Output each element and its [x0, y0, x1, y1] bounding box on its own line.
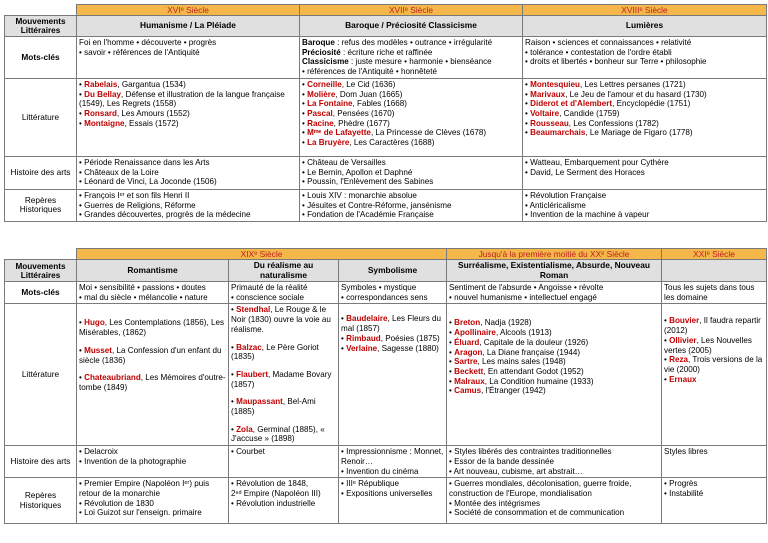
history-cell: [447, 478, 662, 524]
arts-cell: [300, 156, 523, 189]
author-name: Breton: [454, 318, 481, 328]
work-title: , Les Nouvelles vertes (2005): [664, 335, 752, 355]
author-name: Malraux: [454, 376, 485, 386]
work-entry: • Hugo, Les Contemplations (1856), Les Misérables, (1862): [79, 318, 225, 338]
cell-line: • Le Bernin, Apollon et Daphné: [302, 167, 413, 177]
author-name: Marivaux: [530, 89, 566, 99]
row-label-histoire-des-arts: Histoire des arts: [5, 446, 77, 478]
corner-blank: [5, 5, 77, 16]
author-name: Maupassant: [236, 397, 283, 407]
author-name: Montaigne: [84, 118, 125, 128]
work-entry: • Rousseau, Les Confessions (1782): [525, 118, 659, 128]
cell-line: • Watteau, Embarquement pour Cythère: [525, 157, 669, 167]
work-entry: • La Fontaine, Fables (1668): [302, 99, 407, 109]
century-header: Jusqu'à la première moitié du XXᵉ Siècle: [447, 249, 662, 260]
work-entry: • Reza, Trois versions de la vie (2000): [664, 355, 763, 374]
author-name: La Fontaine: [307, 99, 353, 109]
cell-line: • Fondation de l'Académie Française: [302, 210, 434, 220]
author-name: Beaumarchais: [530, 128, 586, 138]
history-cell: [662, 478, 767, 524]
movement-name: [662, 260, 767, 282]
arts-cell: [229, 446, 339, 478]
history-cell: [339, 478, 447, 524]
work-title: , Germinal (1885), « J'accuse » (1898): [231, 424, 325, 444]
work-entry: • Zola, Germinal (1885), « J'accuse » (1898): [231, 424, 325, 444]
work-title: , Les Contemplations (1856), Les Misérables, (1862): [79, 318, 225, 338]
literature-cell: [447, 304, 662, 446]
work-entry: • Ollivier, Les Nouvelles vertes (2005): [664, 335, 752, 355]
cell-line: • Louis XIV : monarchie absolue: [302, 190, 417, 200]
movement-name: Baroque / Préciosité Classicisme: [300, 16, 523, 37]
movement-name: Surréalisme, Existentialisme, Absurde, Nouveau Roman: [447, 260, 662, 282]
cell-line: • Loi Guizot sur l'enseign. primaire: [79, 508, 202, 518]
row-label-reperes: Repères Historiques: [5, 189, 77, 221]
keyword-heading: Classicisme: [302, 57, 349, 67]
cell-line: Styles libres: [664, 447, 708, 457]
cell-line: • conscience sociale: [231, 292, 305, 302]
arts-cell: [77, 446, 229, 478]
literature-cell: [523, 78, 767, 156]
history-cell: [77, 189, 300, 221]
author-name: Pascal: [307, 108, 333, 118]
history-cell: [77, 478, 229, 524]
keywords-cell: [77, 37, 300, 79]
keyword-text: : juste mesure • harmonie • bienséance: [348, 57, 492, 67]
literature-cell: [339, 304, 447, 446]
author-name: Baudelaire: [346, 314, 388, 324]
work-title: , Alcools (1913): [495, 328, 552, 338]
work-entry: • Molière, Dom Juan (1665): [302, 89, 403, 99]
author-name: Rabelais: [84, 79, 118, 89]
cell-line: Raison • sciences et connaissances • relativité: [525, 38, 692, 47]
author-name: Flaubert: [236, 369, 269, 379]
work-entry: • Beckett, En attendant Godot (1952): [449, 366, 584, 376]
author-name: Sartre: [454, 357, 478, 367]
work-title: , Défense et illustration de la langue française (1549), Les Regrets (1558): [79, 89, 285, 109]
keyword-text: : refus des modèles • outrance • irrégularité: [334, 38, 493, 47]
work-entry: • Beaumarchais, Le Mariage de Figaro (1778): [525, 128, 693, 138]
cell-line: • Châteaux de la Loire: [79, 167, 159, 177]
work-entry: • Montaigne, Essais (1572): [79, 118, 179, 128]
cell-line: [302, 48, 520, 58]
cell-line: • mal du siècle • mélancolie • nature: [79, 292, 208, 302]
cell-line: • François Iᵉʳ et son fils Henri II: [79, 190, 190, 200]
work-title: , Les Caractères (1688): [349, 138, 435, 148]
arts-cell: [339, 446, 447, 478]
cell-line: • correspondances sens: [341, 292, 428, 302]
author-name: Diderot et d'Alembert: [530, 99, 613, 109]
work-entry: • Marivaux, Le Jeu de l'amour et du hasard (1730): [525, 89, 707, 99]
cell-line: • Poussin, l'Enlèvement des Sabines: [302, 177, 434, 187]
work-entry: • Rabelais, Gargantua (1534): [79, 79, 186, 89]
cell-line: • Invention de la photographie: [79, 456, 187, 466]
literature-cell: [662, 304, 767, 446]
cell-line: • Art nouveau, cubisme, art abstrait…: [449, 466, 583, 476]
work-title: , Fables (1668): [352, 99, 407, 109]
cell-line: • Société de consommation et de communication: [449, 508, 625, 518]
work-title: , La Condition humaine (1933): [484, 376, 594, 386]
keyword-heading: Baroque: [302, 38, 335, 47]
author-name: Du Bellay: [84, 89, 121, 99]
work-title: , Bel-Ami (1885): [231, 397, 316, 417]
work-entry: • Maupassant, Bel-Ami (1885): [231, 397, 316, 417]
author-name: Hugo: [84, 318, 105, 328]
cell-line: • Courbet: [231, 447, 265, 457]
history-cell: [300, 189, 523, 221]
keyword-text: : écriture riche et raffinée: [340, 47, 433, 57]
literature-cell: [300, 78, 523, 156]
spacer: [79, 338, 226, 346]
cell-line: • David, Le Serment des Horaces: [525, 167, 645, 177]
arts-cell: [662, 446, 767, 478]
work-title: , Poésies (1875): [380, 333, 440, 343]
work-title: , Il faudra repartir (2012): [664, 316, 761, 336]
work-entry: • Aragon, La Diane française (1944): [449, 347, 581, 357]
cell-line: • Révolution de 1830: [79, 498, 154, 508]
work-title: , Les Lettres persanes (1721): [580, 79, 686, 89]
work-title: , La Diane française (1944): [482, 347, 581, 357]
author-name: Beckett: [454, 366, 484, 376]
work-title: , l'Étranger (1942): [481, 386, 546, 396]
cell-line: Symboles • mystique: [341, 283, 417, 292]
author-name: Stendhal: [236, 305, 271, 315]
author-name: Voltaire: [530, 108, 560, 118]
keywords-cell: [523, 37, 767, 79]
author-name: Aragon: [454, 347, 483, 357]
work-entry: • Chateaubriand, Les Mémoires d'outre-tombe (1849): [79, 373, 226, 392]
work-title: , Pensées (1670): [332, 108, 395, 118]
movement-name: Romantisme: [77, 260, 229, 282]
cell-line: [302, 67, 520, 77]
work-title: , La Confession d'un enfant du siècle (1836): [79, 345, 222, 365]
century-header: XVIIIᵉ Siècle: [523, 5, 767, 16]
work-entry: • Bouvier, Il faudra repartir (2012): [664, 316, 761, 336]
keyword-heading: Préciosité: [302, 47, 341, 57]
arts-cell: [77, 156, 300, 189]
work-title: , Les Confessions (1782): [568, 118, 659, 128]
movement-name: Du réalisme au naturalisme: [229, 260, 339, 282]
century-header: XVIᵉ Siècle: [77, 5, 300, 16]
century-header: XIXᵉ Siècle: [77, 249, 447, 260]
row-label-mots-cles: Mots-clés: [5, 282, 77, 304]
work-entry: • Diderot et d'Alembert, Encyclopédie (1751): [525, 99, 691, 109]
work-title: , Le Mariage de Figaro (1778): [585, 128, 693, 138]
author-name: Apollinaire: [454, 328, 496, 338]
work-entry: • Du Bellay, Défense et illustration de la langue française (1549), Les Regrets (1558): [79, 89, 285, 109]
literature-cell: [77, 78, 300, 156]
cell-line: Foi en l'homme • découverte • progrès: [79, 38, 217, 47]
work-entry: • La Bruyère, Les Caractères (1688): [302, 138, 435, 148]
author-name: Racine: [307, 118, 334, 128]
movements-label: Mouvements Littéraires: [5, 16, 77, 37]
work-title: , Le Père Goriot (1835): [231, 342, 319, 362]
literature-cell: [229, 304, 339, 446]
author-name: Molière: [307, 89, 336, 99]
work-title: , Les Fleurs du mal (1857): [341, 314, 442, 334]
work-entry: • Flaubert, Madame Bovary (1857): [231, 369, 332, 389]
work-entry: • Ronsard, Les Amours (1552): [79, 108, 190, 118]
work-entry: • Rimbaud, Poésies (1875): [341, 333, 440, 343]
author-name: Reza: [669, 355, 689, 365]
work-entry: • Sartre, Les mains sales (1948): [449, 357, 566, 367]
cell-line: • Anticléricalisme: [525, 200, 586, 210]
work-entry: • Mᵐᵉ de Lafayette, La Princesse de Clèves (1678): [302, 128, 487, 138]
work-title: , Nadja (1928): [480, 318, 532, 328]
row-label-histoire-des-arts: Histoire des arts: [5, 156, 77, 189]
work-title: , Le Jeu de l'amour et du hasard (1730): [565, 89, 707, 99]
keywords-cell: [339, 282, 447, 304]
work-entry: • Voltaire, Candide (1759): [525, 108, 620, 118]
author-name: Zola: [236, 424, 253, 434]
cell-line: • Expositions universelles: [341, 488, 433, 498]
cell-line: • Impressionnisme : Monnet, Renoir…: [341, 447, 444, 466]
movement-name: Lumières: [523, 16, 767, 37]
cell-line: • Jésuites et Contre-Réforme, jansénisme: [302, 200, 452, 210]
work-title: , Candide (1759): [559, 108, 620, 118]
century-header: XVIIᵉ Siècle: [300, 5, 523, 16]
author-name: Verlaine: [346, 343, 378, 353]
cell-line: • Progrès: [664, 479, 698, 489]
spacer: [79, 365, 226, 373]
cell-line: • Révolution Française: [525, 190, 607, 200]
author-name: Musset: [84, 345, 112, 355]
work-title: , Madame Bovary (1857): [231, 369, 332, 389]
cell-line: • Instabilité: [664, 488, 704, 498]
work-entry: • Breton, Nadja (1928): [449, 318, 532, 328]
cell-line: [302, 38, 520, 48]
keywords-cell: [77, 282, 229, 304]
work-title: , En attendant Godot (1952): [483, 366, 584, 376]
work-entry: • Baudelaire, Les Fleurs du mal (1857): [341, 314, 442, 334]
cell-line: • Invention de la machine à vapeur: [525, 210, 650, 220]
cell-line: • tolérance • contestation de l'ordre établi: [525, 47, 672, 57]
cell-line: Sentiment de l'absurde • Angoisse • révolte: [449, 283, 604, 292]
movement-name: Humanisme / La Pléiade: [77, 16, 300, 37]
table-19th-21st-century: [4, 248, 766, 524]
work-title: , Le Rouge & le Noir (1830) ouvre la voie au réalisme.: [231, 305, 331, 334]
author-name: Mᵐᵉ de Lafayette: [307, 128, 371, 138]
work-entry: • Corneille, Le Cid (1636): [302, 79, 396, 89]
work-entry: • Racine, Phèdre (1677): [302, 118, 390, 128]
cell-line: • Période Renaissance dans les Arts: [79, 157, 210, 167]
history-cell: [523, 189, 767, 221]
cell-line: • droits et libertés • bonheur sur Terre • philosophie: [525, 57, 707, 67]
author-name: Ronsard: [84, 108, 117, 118]
movements-label: Mouvements Littéraires: [5, 260, 77, 282]
author-name: Ollivier: [669, 335, 697, 345]
literature-cell: [77, 304, 229, 446]
cell-line: • Delacroix: [79, 447, 118, 457]
keywords-cell: [300, 37, 523, 79]
row-label-reperes: Repères Historiques: [5, 478, 77, 524]
author-name: Corneille: [307, 79, 342, 89]
keywords-cell: [662, 282, 767, 304]
cell-line: Tous les sujets dans tous les domaine: [664, 283, 755, 302]
cell-line: • IIIᵉ République: [341, 479, 400, 489]
cell-line: • Révolution de 1848,: [231, 479, 309, 489]
author-name: Chateaubriand: [84, 373, 141, 383]
work-title: , Phèdre (1677): [333, 118, 390, 128]
work-title: , Sagesse (1880): [377, 343, 439, 353]
row-label-litterature: Littérature: [5, 304, 77, 446]
row-label-mots-cles: Mots-clés: [5, 37, 77, 79]
cell-line: • Grandes découvertes, progrès de la médecine: [79, 210, 251, 220]
cell-line: Moi • sensibilité • passions • doutes: [79, 283, 206, 292]
work-title: , La Princesse de Clèves (1678): [370, 128, 487, 138]
work-entry: • Malraux, La Condition humaine (1933): [449, 376, 594, 386]
work-title: , Les Amours (1552): [116, 108, 190, 118]
table-16th-18th-century: [4, 4, 766, 222]
work-title: , Les Mémoires d'outre-tombe (1849): [79, 373, 226, 392]
cell-line: • Léonard de Vinci, La Joconde (1506): [79, 177, 217, 187]
work-entry: • Éluard, Capitale de la douleur (1926): [449, 337, 589, 347]
work-title: , Dom Juan (1665): [335, 89, 403, 99]
row-label-litterature: Littérature: [5, 78, 77, 156]
work-entry: • Balzac, Le Père Goriot (1835): [231, 342, 319, 362]
keywords-cell: [447, 282, 662, 304]
century-header: XXIᵉ Siècle: [662, 249, 767, 260]
work-entry: • Apollinaire, Alcools (1913): [449, 328, 552, 338]
keywords-cell: [229, 282, 339, 304]
cell-line: • Styles libérés des contraintes traditionnelles: [449, 447, 612, 457]
spacer: [231, 417, 336, 425]
cell-line: • savoir • références de l'Antiquité: [79, 47, 200, 57]
history-cell: [229, 478, 339, 524]
cell-line: • Invention du cinéma: [341, 466, 419, 476]
work-entry: • Musset, La Confession d'un enfant du siècle (1836): [79, 345, 222, 365]
spacer: [231, 389, 336, 397]
spacer: [231, 362, 336, 370]
cell-line: 2ⁿᵈ Empire (Napoléon III): [231, 488, 321, 498]
author-name: Éluard: [454, 337, 480, 347]
cell-line: • Essor de la bande dessinée: [449, 456, 554, 466]
cell-line: • Révolution industrielle: [231, 498, 316, 508]
work-entry: • Ernaux: [664, 374, 697, 384]
author-name: Balzac: [236, 342, 262, 352]
author-name: Camus: [454, 386, 482, 396]
author-name: Rousseau: [530, 118, 569, 128]
work-title: , Encyclopédie (1751): [612, 99, 691, 109]
work-entry: • Camus, l'Étranger (1942): [449, 386, 546, 396]
arts-cell: [447, 446, 662, 478]
work-title: , Les mains sales (1948): [477, 357, 566, 367]
keyword-text: • références de l'Antiquité • honnêteté: [302, 67, 438, 77]
arts-cell: [523, 156, 767, 189]
cell-line: • Guerres mondiales, décolonisation, guerre froide, construction de l'Europe, mondialisation: [449, 479, 632, 498]
cell-line: Primauté de la réalité: [231, 283, 308, 292]
cell-line: • Château de Versailles: [302, 157, 386, 167]
cell-line: • Montée des intégrismes: [449, 498, 541, 508]
cell-line: • Premier Empire (Napoléon Iᵉʳ) puis retour de la monarchie: [79, 479, 210, 498]
work-entry: • Verlaine, Sagesse (1880): [341, 343, 439, 353]
work-entry: • Stendhal, Le Rouge & le Noir (1830) ouvre la voie au réalisme.: [231, 305, 331, 334]
work-title: , Trois versions de la vie (2000): [664, 355, 763, 374]
author-name: Ernaux: [669, 374, 697, 384]
cell-line: • Guerres de Religions, Réforme: [79, 200, 196, 210]
work-entry: • Pascal, Pensées (1670): [302, 108, 395, 118]
author-name: La Bruyère: [307, 138, 350, 148]
author-name: Bouvier: [669, 316, 700, 326]
cell-line: • nouvel humanisme • intellectuel engagé: [449, 292, 597, 302]
spacer: [231, 335, 336, 343]
author-name: Rimbaud: [346, 333, 381, 343]
cell-line: [302, 57, 520, 67]
work-title: , Le Cid (1636): [341, 79, 396, 89]
work-title: , Essais (1572): [124, 118, 179, 128]
movement-name: Symbolisme: [339, 260, 447, 282]
work-title: , Capitale de la douleur (1926): [479, 337, 589, 347]
work-title: , Gargantua (1534): [117, 79, 186, 89]
author-name: Montesquieu: [530, 79, 581, 89]
corner-blank: [5, 249, 77, 260]
work-entry: • Montesquieu, Les Lettres persanes (1721): [525, 79, 686, 89]
